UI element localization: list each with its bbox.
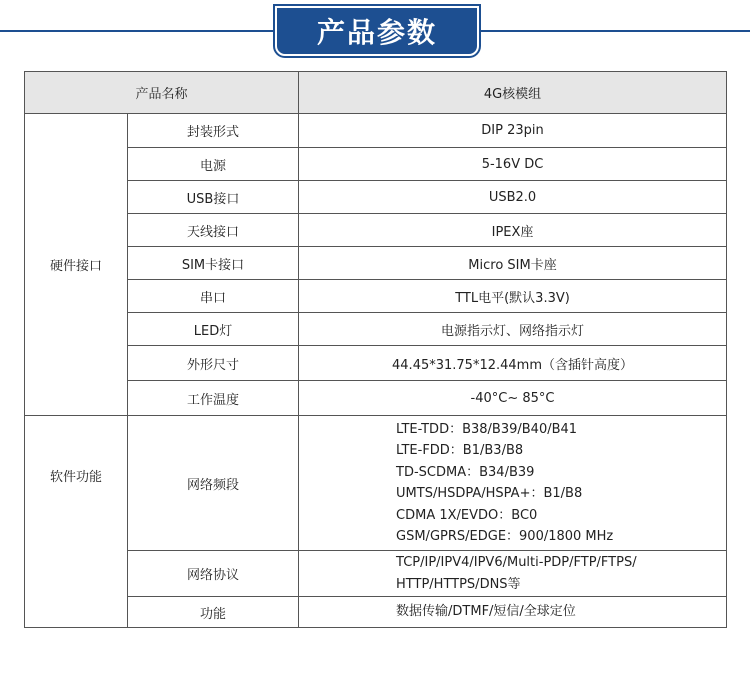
- row-label: 天线接口: [128, 214, 299, 247]
- row-value-multiline: [299, 416, 727, 551]
- row-value: USB2.0: [299, 181, 727, 214]
- table-header-row: [25, 72, 727, 114]
- row-label: 电源: [128, 148, 299, 181]
- band-line: LTE-FDD：B1/B3/B8: [396, 443, 524, 458]
- row-label: 外形尺寸: [128, 346, 299, 381]
- row-label: 串口: [128, 280, 299, 313]
- row-value: Micro SIM卡座: [299, 247, 727, 280]
- table-row: [25, 313, 727, 346]
- row-value: DIP 23pin: [299, 114, 727, 148]
- row-label: 工作温度: [128, 381, 299, 416]
- row-label: 网络协议: [128, 551, 299, 597]
- section-title: 产品参数: [275, 6, 479, 56]
- table-row: [25, 551, 727, 597]
- table-row: [25, 280, 727, 313]
- row-value: TTL电平(默认3.3V): [299, 280, 727, 313]
- row-value: 5-16V DC: [299, 148, 727, 181]
- row-label: 网络频段: [128, 416, 299, 551]
- row-label: SIM卡接口: [128, 247, 299, 280]
- table-row: [25, 214, 727, 247]
- band-line: TD-SCDMA：B34/B39: [396, 464, 535, 480]
- protocol-line: HTTP/HTTPS/DNS等: [396, 576, 521, 592]
- protocol-line: TCP/IP/IPV4/IPV6/Multi-PDP/FTP/FTPS/: [396, 555, 637, 570]
- row-value: 44.45*31.75*12.44mm（含插针高度）: [299, 346, 727, 381]
- row-label: USB接口: [128, 181, 299, 214]
- group-software-function: 软件功能: [25, 416, 128, 628]
- table-row: [25, 247, 727, 280]
- band-line: GSM/GPRS/EDGE：900/1800 MHz: [396, 529, 614, 544]
- table-row: [25, 597, 727, 628]
- group-hardware-interface: 硬件接口: [25, 114, 128, 416]
- band-line: CDMA 1X/EVDO：BC0: [396, 507, 538, 523]
- header-value-cell: 4G核模组: [299, 72, 727, 114]
- table-row: [25, 416, 727, 551]
- row-label: 功能: [128, 597, 299, 628]
- row-value-multiline: [299, 551, 727, 597]
- header-label-cell: 产品名称: [25, 72, 299, 114]
- table-row: [25, 346, 727, 381]
- band-line: LTE-TDD：B38/B39/B40/B41: [396, 421, 578, 437]
- row-label: LED灯: [128, 313, 299, 346]
- row-label: 封装形式: [128, 114, 299, 148]
- table-row: [25, 381, 727, 416]
- row-value: -40°C~ 85°C: [299, 381, 727, 416]
- row-value: 电源指示灯、网络指示灯: [299, 313, 727, 346]
- table-row: [25, 148, 727, 181]
- band-line: UMTS/HSDPA/HSPA+：B1/B8: [396, 486, 583, 501]
- spec-table: [24, 71, 727, 628]
- table-row: [25, 181, 727, 214]
- row-value: 数据传输/DTMF/短信/全球定位: [299, 597, 727, 628]
- row-value: IPEX座: [299, 214, 727, 247]
- table-row: [25, 114, 727, 148]
